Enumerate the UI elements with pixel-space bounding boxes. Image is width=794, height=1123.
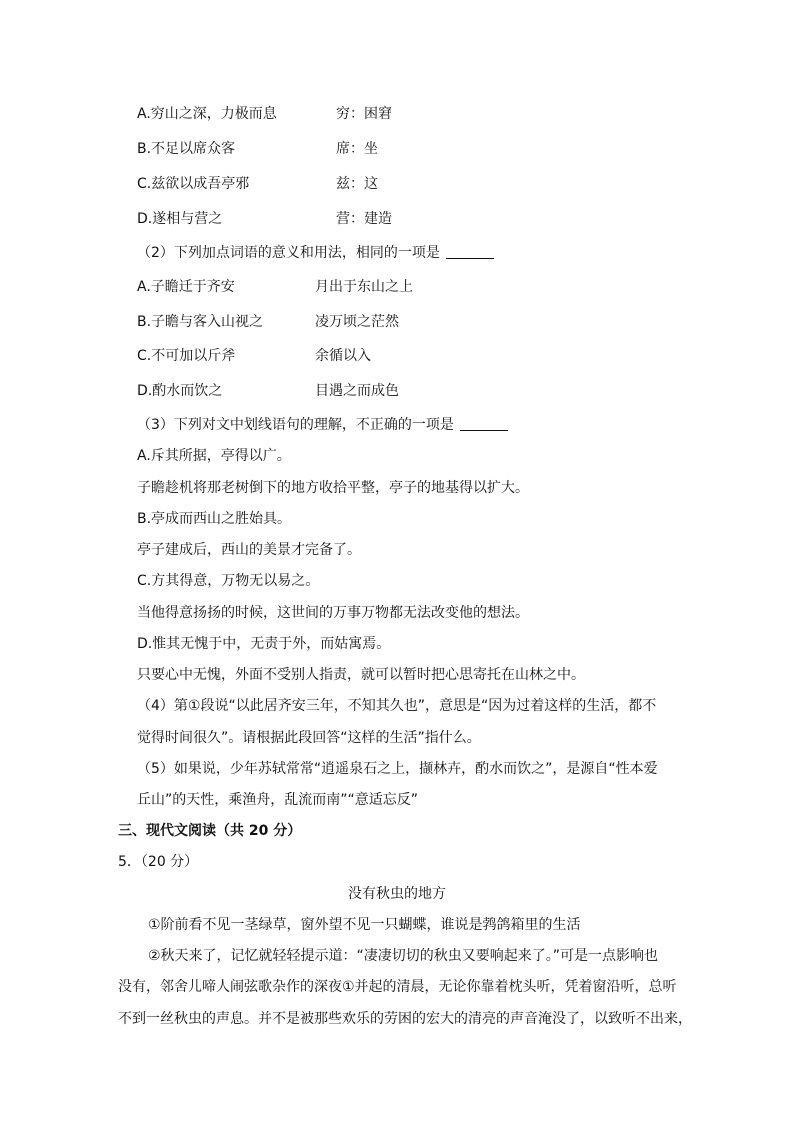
passage-paragraph-2-line-1: ②秋天来了，记忆就轻轻提示道：“凄凄切切的秋虫又要响起来了。”可是一点影响也 [148,948,659,964]
q4-line-1: （4）第①段说“以此居齐安三年，不知其久也”，意思是“因为过着这样的生活，都不 [137,698,657,714]
q3-item-c: C.方其得意，万物无以易之。 [137,573,320,589]
question-number: 5．（20 分） [118,854,199,870]
q2-option-c: C.不可加以斤斧 [137,348,236,364]
q1-option-b: B.不足以席众客 [137,141,236,157]
q3-translation-d: 只要心中无愧，外面不受别人指责，就可以暂时把心思寄托在山林之中。 [137,667,585,683]
q2-option-b: B.子瞻与客入山视之 [137,314,264,330]
q2-answer-blank[interactable] [446,244,494,259]
q2-compare-a: 月出于东山之上 [315,279,413,295]
q3-translation-a: 子瞻趁机将那老树倒下的地方收拾平整，亭子的地基得以扩大。 [137,480,529,496]
q1-option-a: A.穷山之深，力极而息 [137,106,277,122]
passage-title: 没有秋虫的地方 [348,886,446,902]
q2-compare-b: 凌万顷之茫然 [315,314,399,330]
q3-translation-b: 亭子建成后，西山的美景才完备了。 [137,542,361,558]
q2-stem-text: （2）下列加点词语的意义和用法，相同的一项是 [137,245,440,261]
q2-compare-d: 目遇之而成色 [315,383,399,399]
q2-option-d: D.酌水而饮之 [137,383,223,399]
q3-translation-c: 当他得意扬扬的时候，这世间的万事万物都无法改变他的想法。 [137,605,529,621]
passage-paragraph-2-line-2: 没有，邻舍儿啼人闹弦歌杂作的深夜①并起的清晨，无论你靠着枕头听，凭着窗沿听，总听 [118,979,677,995]
q2-option-a: A.子瞻迁于齐安 [137,279,235,295]
q1-option-c: C.兹欲以成吾亭邪 [137,176,250,192]
q5-line-2: 丘山”的天性，乘渔舟，乱流而南”“意适忘反” [137,792,419,808]
q1-gloss-c: 兹：这 [336,176,378,192]
q2-compare-c: 余循以入 [315,348,371,364]
q3-item-a: A.斥其所据，亭得以广。 [137,448,291,464]
q1-option-d: D.遂相与营之 [137,211,223,227]
q1-gloss-a: 穷：困窘 [336,106,392,122]
passage-paragraph-2-line-3: 不到一丝秋虫的声息。并不是被那些欢乐的劳困的宏大的清亮的声音淹没了，以致听不出来， [118,1011,692,1027]
q3-stem-text: （3）下列对文中划线语句的理解，不正确的一项是 [137,417,454,433]
q3-item-b: B.亭成而西山之胜始具。 [137,511,292,527]
q4-line-2: 觉得时间很久”。请根据此段回答“这样的生活”指什么。 [137,730,481,746]
q1-gloss-d: 营：建造 [336,211,392,227]
q3-stem [137,415,508,435]
q5-line-1: （5）如果说，少年苏轼常常“逍遥泉石之上，撷林卉，酌水而饮之”，是源自“性本爱 [137,761,658,777]
q2-stem [137,243,494,263]
section-heading: 三、现代文阅读（共 20 分） [118,823,302,839]
q3-answer-blank[interactable] [460,416,508,431]
q1-gloss-b: 席：坐 [336,141,378,157]
passage-paragraph-1: ①阶前看不见一茎绿草，窗外望不见一只蝴蝶，谁说是鹁鸽箱里的生活 [148,917,581,933]
q3-item-d: D.惟其无愧于中，无责于外，而姑寓焉。 [137,636,391,652]
